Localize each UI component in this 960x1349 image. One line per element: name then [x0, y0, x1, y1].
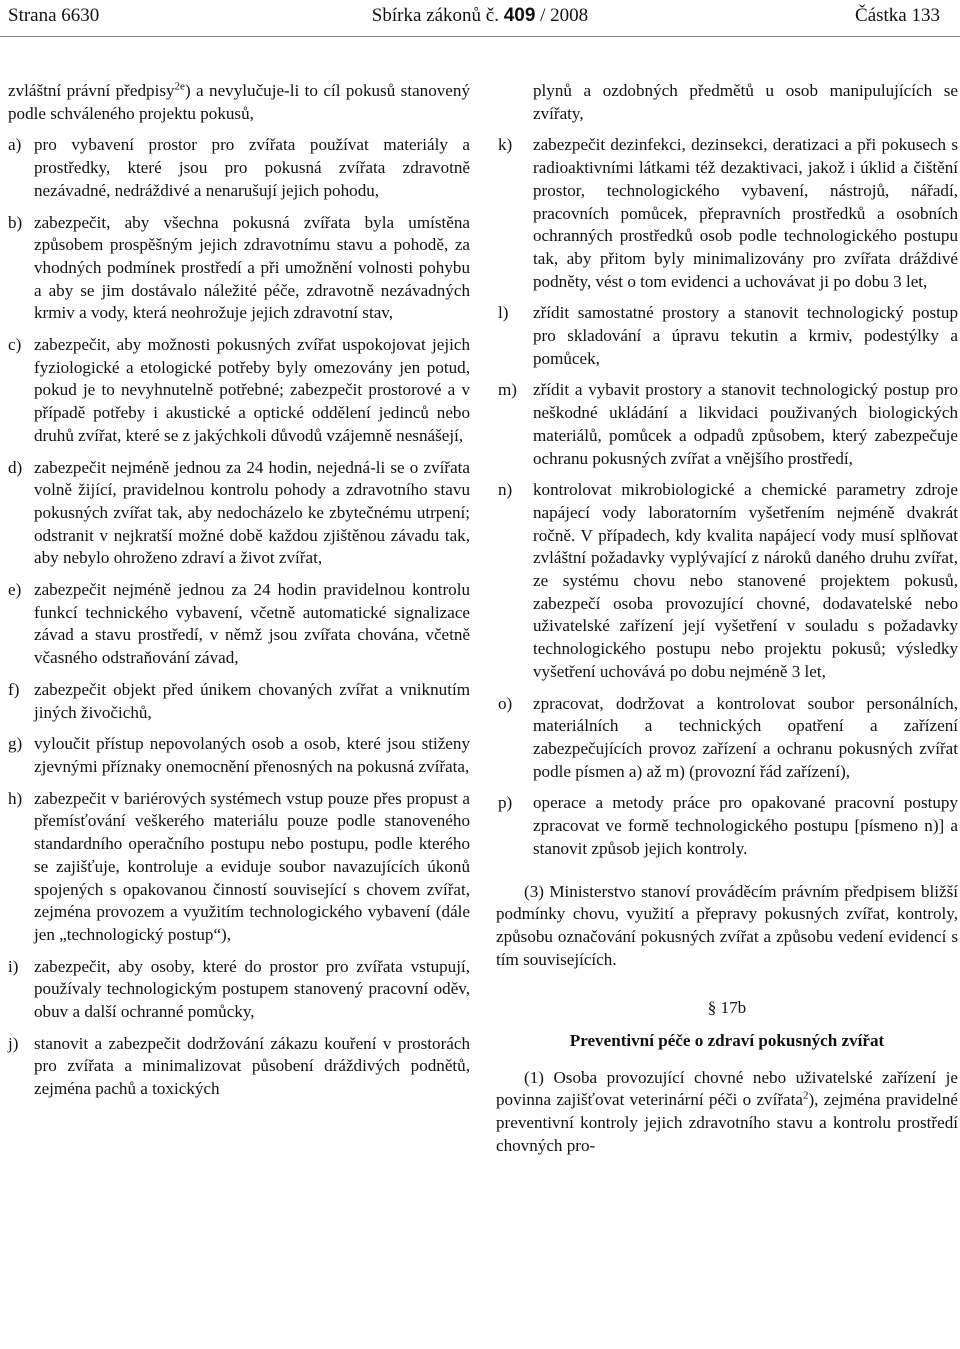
- list-item-b: [8, 212, 470, 326]
- law-year: / 2008: [540, 5, 589, 26]
- list-item-p: [496, 792, 958, 860]
- item-label: p): [498, 793, 513, 813]
- item-label: c): [8, 335, 22, 355]
- item-text: zřídit a vybavit prostory a stanovit technologický postup pro neškodné ukládání a likvidaci použivaných biologických materiálů, pomůcek a odpadů způsobem, který zabezpečuje ochranu pokusných zvířat a vnějšího prostředí,: [533, 380, 958, 468]
- para1-text-b: ), zejména pravidelné preventivní kontroly jejich zdravotního stavu a kontrolu prostředí chovných pro-: [496, 1090, 959, 1155]
- intro-paragraph: [8, 80, 470, 125]
- item-text: pro vybavení prostor pro zvířata používat materiály a prostředky, které jsou pro pokusná zvířata zdravotně nezávadné, nedráždivé a nenarušují jejich pohodu,: [34, 135, 470, 200]
- item-text: zabezpečit nejméně jednou za 24 hodin, nejedná-li se o zvířata volně žijící, pravidelnou kontrolu pohody a zdravotního stavu pokusných zvířat tak, aby nedocházelo ke zbytečnému utrpení; odstranit v nejkratší možné době každou zjištěnou závadu tak, aby nebylo ohroženo zdraví a život zvířat,: [34, 457, 470, 568]
- right-column: [496, 80, 958, 1158]
- item-text: vyloučit přístup nepovolaných osob a osob, které jsou stiženy zjevnými příznaky onemocnění přenosných na pokusná zvířata,: [34, 734, 470, 776]
- item-text: zřídit samostatné prostory a stanovit technologický postup pro skladování a úpravu tekutin a krmiv, podestýlky a pomůcek,: [533, 303, 958, 368]
- item-label: l): [498, 303, 509, 323]
- item-label: m): [498, 380, 517, 400]
- item-label: a): [8, 135, 22, 155]
- item-label: o): [498, 693, 513, 713]
- item-text: zabezpečit, aby možnosti pokusných zvířat uspokojovat jejich fyziologické a etologické potřeby byly omezovány jen potud, pokud je to nevyhnutelně potřebné; zabezpečit prostorové a v případě potřeby i akustické a optické oddělení jedinců nebo druhů zvířat, které se z jakýchkoli důvodů vzájemně nesnášejí,: [34, 335, 470, 445]
- list-item-c: [8, 334, 470, 448]
- list-item-j-continued: [496, 80, 958, 125]
- item-label: h): [8, 788, 23, 808]
- left-column: [8, 80, 470, 1110]
- issue-part: Částka 133: [855, 5, 940, 26]
- item-text: kontrolovat mikrobiologické a chemické parametry zdroje napájecí vody laboratorním vyšetřením nejméně dvakrát ročně. V případech, kdy kvalita napájecí vody musí splňovat zvláštní požadavky vyplývající z nároků daného druhu zvířat, ze systému chovu nebo stanovené projektem pokusů, zabezpečí osoba provozující chovné, dodavatelské nebo uživatelské zařízení její vyšetření v souladu s požadavky technologického postupu nebo projektu pokusů; výsledky vyšetření uchovává po dobu nejméně 3 let,: [533, 480, 958, 681]
- paragraph-3: (3) Ministerstvo stanoví prováděcím právním předpisem bližší podmínky chovu, využití a přepravy pokusných zvířat, kontroly, způsobu označování pokusných zvířat a způsobu vedení evidencí s tím souvisejících.: [496, 881, 958, 969]
- item-text: operace a metody práce pro opakované pracovní postupy zpracovat ve formě technologického postupu [písmeno n)] a stanovit způsob jejich kontroly.: [533, 793, 958, 858]
- section-title: Preventivní péče o zdraví pokusných zvířat: [569, 1031, 885, 1051]
- list-item-j: [8, 1033, 470, 1101]
- section-number: § 17b: [707, 998, 747, 1018]
- item-text: zabezpečit nejméně jednou za 24 hodin pravidelnou kontrolu funkcí technického vybavení, včetně automatické signalizace závad a stavu prostředí, v němž jsou zvířata chována, včetně včasného odstraňování závad,: [34, 580, 470, 668]
- list-item-f: [8, 679, 470, 724]
- item-text: zabezpečit dezinfekci, dezinsekci, deratizaci a při pokusech s radioaktivními látkami též dezaktivaci, jakož i úklid a čištění prostor, technologického vybavení, nástrojů, nářadí, pracovních pomůcek, přepravních prostředků a osobních ochranných prostředků osob podle technologického postupu tak, aby přitom byly minimalizovány pro zvířata dráždivé podněty, vést o tom evidenci a uchovávat ji po dobu 3 let,: [533, 135, 958, 291]
- collection-title: [0, 5, 960, 27]
- page-number: Strana 6630: [8, 5, 100, 26]
- list-item-l: [496, 302, 958, 370]
- page-header: [0, 0, 960, 38]
- item-label: f): [8, 679, 20, 699]
- item-text: stanovit a zabezpečit dodržování zákazu kouření v prostorách pro zvířata a minimalizovat působení dráždivých podnětů, zejména pachů a toxických: [34, 1033, 470, 1099]
- item-text: zabezpečit, aby osoby, které do prostor pro zvířata vstupují, používaly technologickým postupem stanovený pracovní oděv, obuv a další ochranné pomůcky,: [34, 956, 470, 1022]
- item-text: zabezpečit v bariérových systémech vstup pouze přes propust a přemísťování veškerého materiálu pouze podle stanoveného standardního operačního postupu nebo postupu, podle kterého se zajišťuje, kontroluje a eviduje soubor navazujících úkonů spojených s opakovanou činností související s chovem zvířat, zejména provozem a využitím technologického vybavení (dále jen „technologický postup“),: [34, 788, 470, 944]
- list-item-k: [496, 134, 958, 293]
- collection-label: Sbírka zákonů č.: [371, 5, 499, 26]
- list-item-g: [8, 733, 470, 778]
- intro-text-b: ) a nevylučuje-li to cíl pokusů stanovený podle schváleného projektu pokusů,: [8, 81, 470, 123]
- item-label: n): [498, 480, 513, 500]
- item-text: plynů a ozdobných předmětů u osob manipulujících se zvířaty,: [533, 81, 958, 123]
- item-label: i): [8, 956, 19, 976]
- list-item-h: [8, 788, 470, 947]
- footnote-ref: 2: [802, 1089, 809, 1102]
- item-label: k): [498, 135, 513, 155]
- item-label: b): [8, 212, 23, 232]
- list-item-e: [8, 579, 470, 670]
- list-item-d: [8, 457, 470, 571]
- list-item-m: [496, 379, 958, 470]
- item-label: g): [8, 734, 23, 754]
- para1-text-a: (1) Osoba provozující chovné nebo uživatelské zařízení je povinna zajišťovat veterinární péči o zvířata: [496, 1067, 958, 1110]
- item-label: e): [8, 580, 22, 600]
- header-rule: [0, 36, 960, 37]
- law-number: 409: [503, 5, 536, 26]
- footnote-ref: 2e: [174, 80, 185, 93]
- item-text: zabezpečit, aby všechna pokusná zvířata byla umístěna způsobem prospěšným jejich zdravotnímu stavu a pohodě, za vhodných podmínek prostředí a při umožnění volnosti pohybu a aby se jim dostávalo náležité péče, zdravotně nezávadných krmiv a vody, která neohrožuje jejich zdravotní stav,: [34, 212, 470, 323]
- list-item-a: [8, 134, 470, 202]
- list-item-n: [496, 479, 958, 683]
- item-text: zpracovat, dodržovat a kontrolovat soubor personálních, materiálních a technických opatření a zařízení zabezpečujících provoz zařízení a ochranu pokusných zvířat podle písmen a) až m) (provozní řád zařízení),: [533, 693, 958, 781]
- item-label: j): [8, 1033, 19, 1053]
- list-item-o: [496, 693, 958, 784]
- list-item-i: [8, 956, 470, 1024]
- item-text: zabezpečit objekt před únikem chovaných zvířat a vniknutím jiných živočichů,: [34, 679, 470, 722]
- paragraph-1: [496, 1067, 958, 1158]
- item-label: d): [8, 457, 23, 477]
- intro-text-a: zvláštní právní předpisy: [8, 81, 175, 100]
